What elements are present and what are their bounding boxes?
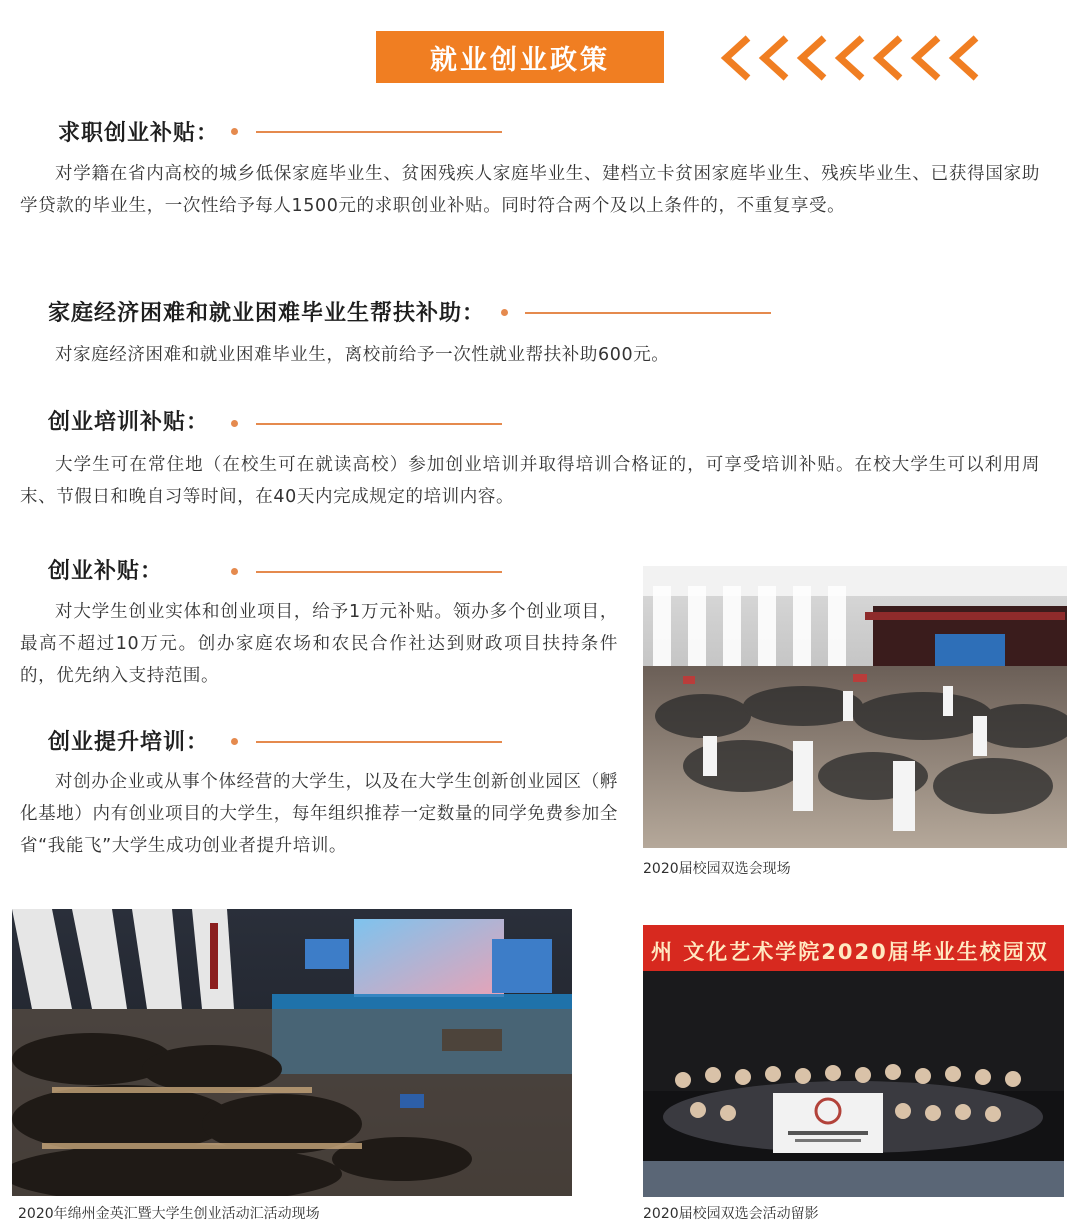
- heading-rule: [256, 571, 502, 573]
- heading-rule: [256, 131, 502, 133]
- banner-title: 就业创业政策: [430, 44, 610, 76]
- section-heading-startup-subsidy: 创业补贴：: [48, 559, 164, 584]
- section-heading-job-subsidy: 求职创业补贴：: [58, 121, 220, 146]
- chevron-left-decoration-icon: [718, 34, 994, 82]
- photo-caption: 2020届校园双选会活动留影: [643, 1206, 819, 1222]
- photo-caption: 2020届校园双选会现场: [643, 861, 791, 877]
- section-heading-upgrade-training: 创业提升培训：: [48, 730, 210, 755]
- section-body-training-subsidy: 大学生可在常住地（在校生可在就读高校）参加创业培训并取得培训合格证的，可享受培训补贴。在校大学生可以利用周末、节假日和晚自习等时间，在40天内完成规定的培训内容。: [20, 455, 1040, 507]
- heading-dot: [231, 128, 238, 135]
- auditorium-event-photo: [12, 909, 572, 1196]
- heading-rule: [256, 423, 502, 425]
- heading-dot: [231, 420, 238, 427]
- heading-rule: [525, 312, 771, 314]
- section-body-startup-subsidy: 对大学生创业实体和创业项目，给予1万元补贴。领办多个创业项目，最高不超过10万元。创办家庭农场和农民合作社达到财政项目扶持条件的，优先纳入支持范围。: [20, 602, 618, 686]
- section-body-hardship-aid: 对家庭经济困难和就业困难毕业生，离校前给予一次性就业帮扶补助600元。: [55, 345, 670, 365]
- section-body-upgrade-training: 对创办企业或从事个体经营的大学生，以及在大学生创新创业园区（孵化基地）内有创业项目的大学生，每年组织推荐一定数量的同学免费参加全省“我能飞”大学生成功创业者提升培训。: [20, 772, 618, 856]
- stage-banner-text: 州 文化艺术学院2020届毕业生校园双: [651, 940, 1049, 964]
- section-banner: [376, 31, 664, 83]
- group-photo: [643, 925, 1064, 1197]
- job-fair-hall-photo: [643, 566, 1067, 848]
- heading-dot: [501, 309, 508, 316]
- heading-dot: [231, 568, 238, 575]
- heading-rule: [256, 741, 502, 743]
- section-body-job-subsidy: 对学籍在省内高校的城乡低保家庭毕业生、贫困残疾人家庭毕业生、建档立卡贫困家庭毕业生、残疾毕业生、已获得国家助学贷款的毕业生，一次性给予每人1500元的求职创业补贴。同时符合两个及以上条件的，不重复享受。: [20, 164, 1040, 216]
- photo-caption: 2020年绵州金英汇暨大学生创业活动汇活动现场: [18, 1206, 320, 1222]
- section-heading-hardship-aid: 家庭经济困难和就业困难毕业生帮扶补助：: [48, 301, 486, 326]
- heading-dot: [231, 738, 238, 745]
- section-heading-training-subsidy: 创业培训补贴：: [48, 410, 210, 435]
